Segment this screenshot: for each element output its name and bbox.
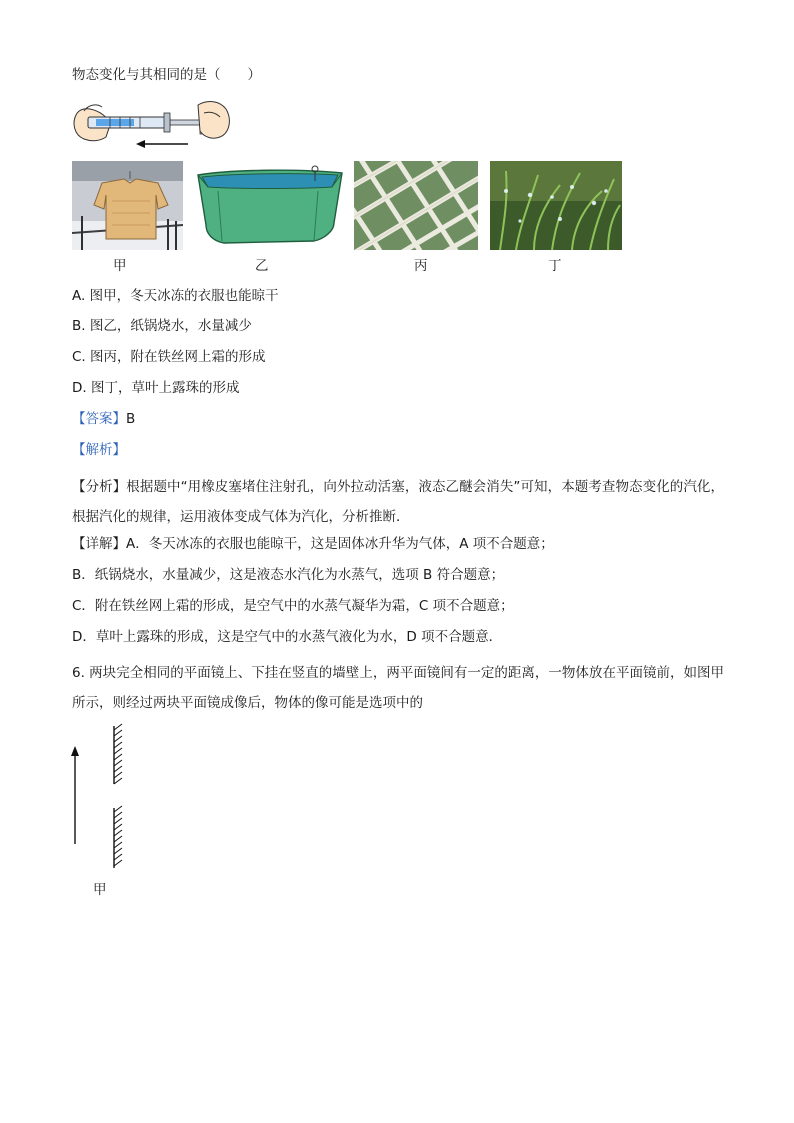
answer-label: 【答案】 (72, 411, 126, 427)
question-stem: 物态变化与其相同的是（ ） (72, 67, 261, 83)
caption-bing: 丙 (414, 258, 428, 274)
option-d: D. 图丁，草叶上露珠的形成 (72, 380, 240, 396)
syringe-illustration (70, 95, 235, 153)
analysis-paragraph (72, 472, 724, 532)
photo-paper-pot (194, 161, 346, 250)
detail-line-d: D．草叶上露珠的形成，这是空气中的水蒸气液化为水，D 项不合题意． (72, 629, 503, 645)
detail-label: 【详解】 (72, 536, 126, 552)
question-6: 6. 两块完全相同的平面镜上、下挂在竖直的墙壁上，两平面镜间有一定的距离，一物体放在平面镜前，如图甲所示，则经过两块平面镜成像后，物体的像可能是选项中的 (72, 665, 724, 711)
caption-yi: 乙 (255, 258, 269, 274)
detail-line-b: B．纸锅烧水，水量减少，这是液态水汽化为水蒸气，选项 B 符合题意； (72, 567, 505, 583)
caption-jia: 甲 (113, 258, 127, 274)
analysis-sub-label: 【分析】 (72, 479, 127, 495)
detail-line-c: C．附在铁丝网上霜的形成，是空气中的水蒸气凝华为霜，C 项不合题意； (72, 598, 514, 614)
option-a: A. 图甲，冬天冰冻的衣服也能晾干 (72, 288, 279, 304)
mirror-diagram (66, 718, 136, 872)
answer-value: B (126, 411, 136, 427)
detail-line-a (72, 534, 554, 554)
photo-dew-grass (490, 161, 622, 250)
answer-line (72, 409, 135, 429)
option-b: B. 图乙，纸锅烧水，水量减少 (72, 318, 252, 334)
analysis-label: 【解析】 (72, 442, 126, 458)
analysis-text: 根据题中“用橡皮塞堵住注射孔，向外拉动活塞，液态乙醚会消失”可知，本题考查物态变化的汽化，根据汽化的规律，运用液体变成气体为汽化，分析推断． (72, 479, 724, 525)
photo-frozen-clothes (72, 161, 183, 250)
caption-ding: 丁 (548, 258, 562, 274)
detail-text-a: A．冬天冰冻的衣服也能晾干，这是固体冰升华为气体，A 项不合题意； (126, 536, 554, 552)
option-c: C. 图丙，附在铁丝网上霜的形成 (72, 349, 266, 365)
photo-frost-mesh (354, 161, 478, 250)
mirror-figure-caption: 甲 (93, 882, 107, 898)
